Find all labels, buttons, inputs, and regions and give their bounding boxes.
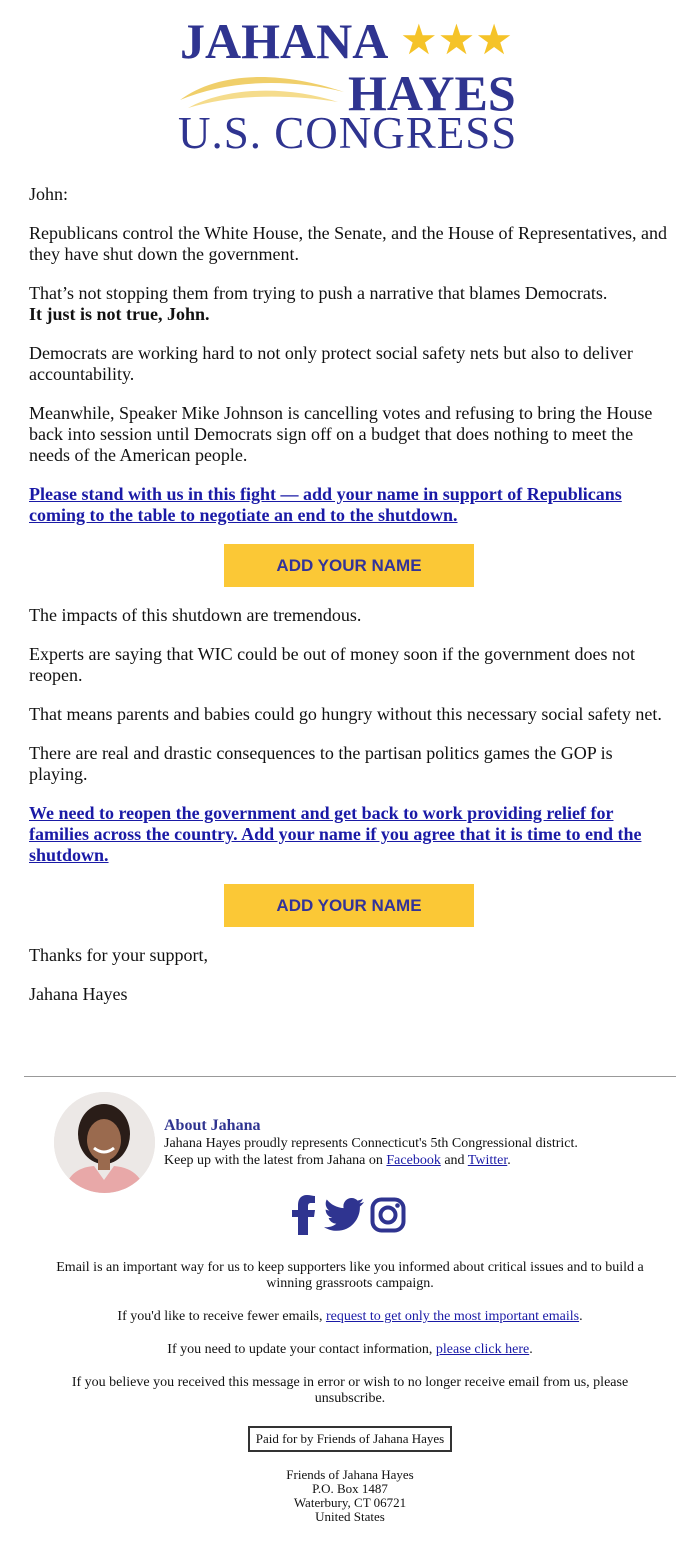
petition-link[interactable]: We need to reopen the government and get back to work providing relief for families across the country. Add your name if you agree that it is time to end the shutdown.: [29, 803, 642, 865]
petition-link-paragraph: [29, 484, 674, 526]
about-text: and: [444, 1153, 465, 1168]
about-text: Keep up with the latest from Jahana on: [164, 1153, 383, 1168]
paragraph-text: That’s not stopping them from trying to push a narrative that blames Democrats.: [29, 283, 608, 303]
about-title: About Jahana: [164, 1117, 261, 1134]
address-line: United States: [315, 1509, 385, 1524]
instagram-icon[interactable]: [370, 1197, 406, 1238]
about-section: [164, 1117, 664, 1169]
paragraph: [29, 283, 674, 325]
email-body: [29, 184, 674, 1023]
about-line: [164, 1152, 664, 1169]
signature: Jahana Hayes: [29, 984, 128, 1004]
facebook-link[interactable]: Facebook: [386, 1153, 441, 1168]
unsubscribe-text: If you believe you received this message in error or wish to no longer receive email from us, please unsubscribe.: [71, 1375, 629, 1406]
add-your-name-button[interactable]: ADD YOUR NAME: [224, 884, 474, 927]
footer: [40, 1260, 660, 1524]
signoff: Thanks for your support,: [29, 945, 208, 965]
footer-text-part: If you need to update your contact information,: [167, 1342, 433, 1357]
paragraph: The impacts of this shutdown are tremendous.: [29, 605, 362, 625]
avatar: [54, 1092, 155, 1193]
campaign-logo: [178, 13, 524, 158]
logo-name-last: HAYES: [348, 65, 516, 121]
update-contact-link[interactable]: please click here: [435, 1342, 530, 1357]
footer-text: [40, 1309, 660, 1325]
address-line: Friends of Jahana Hayes: [286, 1467, 414, 1482]
cta-wrap: [29, 884, 674, 927]
about-line: Jahana Hayes proudly represents Connecticut's 5th Congressional district.: [164, 1136, 578, 1151]
cta-wrap: [29, 544, 674, 587]
paragraph: There are real and drastic consequences to the partisan politics games the GOP is playing.: [29, 743, 613, 784]
footer-text-part: .: [529, 1342, 533, 1357]
address-line: Waterbury, CT 06721: [293, 1495, 407, 1510]
facebook-icon[interactable]: [290, 1195, 318, 1240]
paragraph: That means parents and babies could go hungry without this necessary social safety net.: [29, 704, 662, 724]
add-your-name-button[interactable]: ADD YOUR NAME: [224, 544, 474, 587]
paragraph: Experts are saying that WIC could be out of money soon if the government does not reopen.: [29, 644, 636, 685]
paragraph: Meanwhile, Speaker Mike Johnson is cancelling votes and refusing to bring the House back into session until Democrats sign off on a budget that does nothing to meet the needs of the American people.: [29, 403, 653, 465]
petition-link[interactable]: Please stand with us in this fight — add your name in support of Republicans coming to the table to negotiate an end to the shutdown.: [29, 484, 622, 525]
petition-link-paragraph: [29, 803, 674, 866]
logo-office: U.S. CONGRESS: [178, 108, 518, 158]
portrait-image: [54, 1092, 155, 1193]
divider: [24, 1076, 676, 1077]
paragraph-bold: It just is not true, John.: [29, 304, 210, 324]
footer-text-part: .: [579, 1309, 583, 1324]
logo-stars-icon: ★★★: [400, 18, 513, 64]
footer-text: Email is an important way for us to keep supporters like you informed about critical issues and to build a winning grassroots campaign.: [56, 1260, 644, 1291]
mailing-address: [40, 1468, 660, 1524]
address-line: P.O. Box 1487: [312, 1481, 388, 1496]
twitter-link[interactable]: Twitter: [467, 1153, 508, 1168]
twitter-icon[interactable]: [324, 1198, 364, 1237]
greeting: John:: [29, 184, 69, 204]
about-text: .: [507, 1153, 511, 1168]
logo-swoosh-icon: [178, 64, 348, 110]
paragraph: Democrats are working hard to not only protect social safety nets but also to deliver accountability.: [29, 343, 633, 384]
footer-text-part: If you'd like to receive fewer emails,: [117, 1309, 323, 1324]
footer-text: [40, 1342, 660, 1358]
paragraph: Republicans control the White House, the Senate, and the House of Representatives, and they have shut down the government.: [29, 223, 667, 264]
paid-for-disclaimer: Paid for by Friends of Jahana Hayes: [248, 1426, 452, 1452]
social-icons: [290, 1196, 410, 1238]
fewer-emails-link[interactable]: request to get only the most important emails: [325, 1309, 580, 1324]
logo-name-first: JAHANA: [180, 13, 389, 69]
